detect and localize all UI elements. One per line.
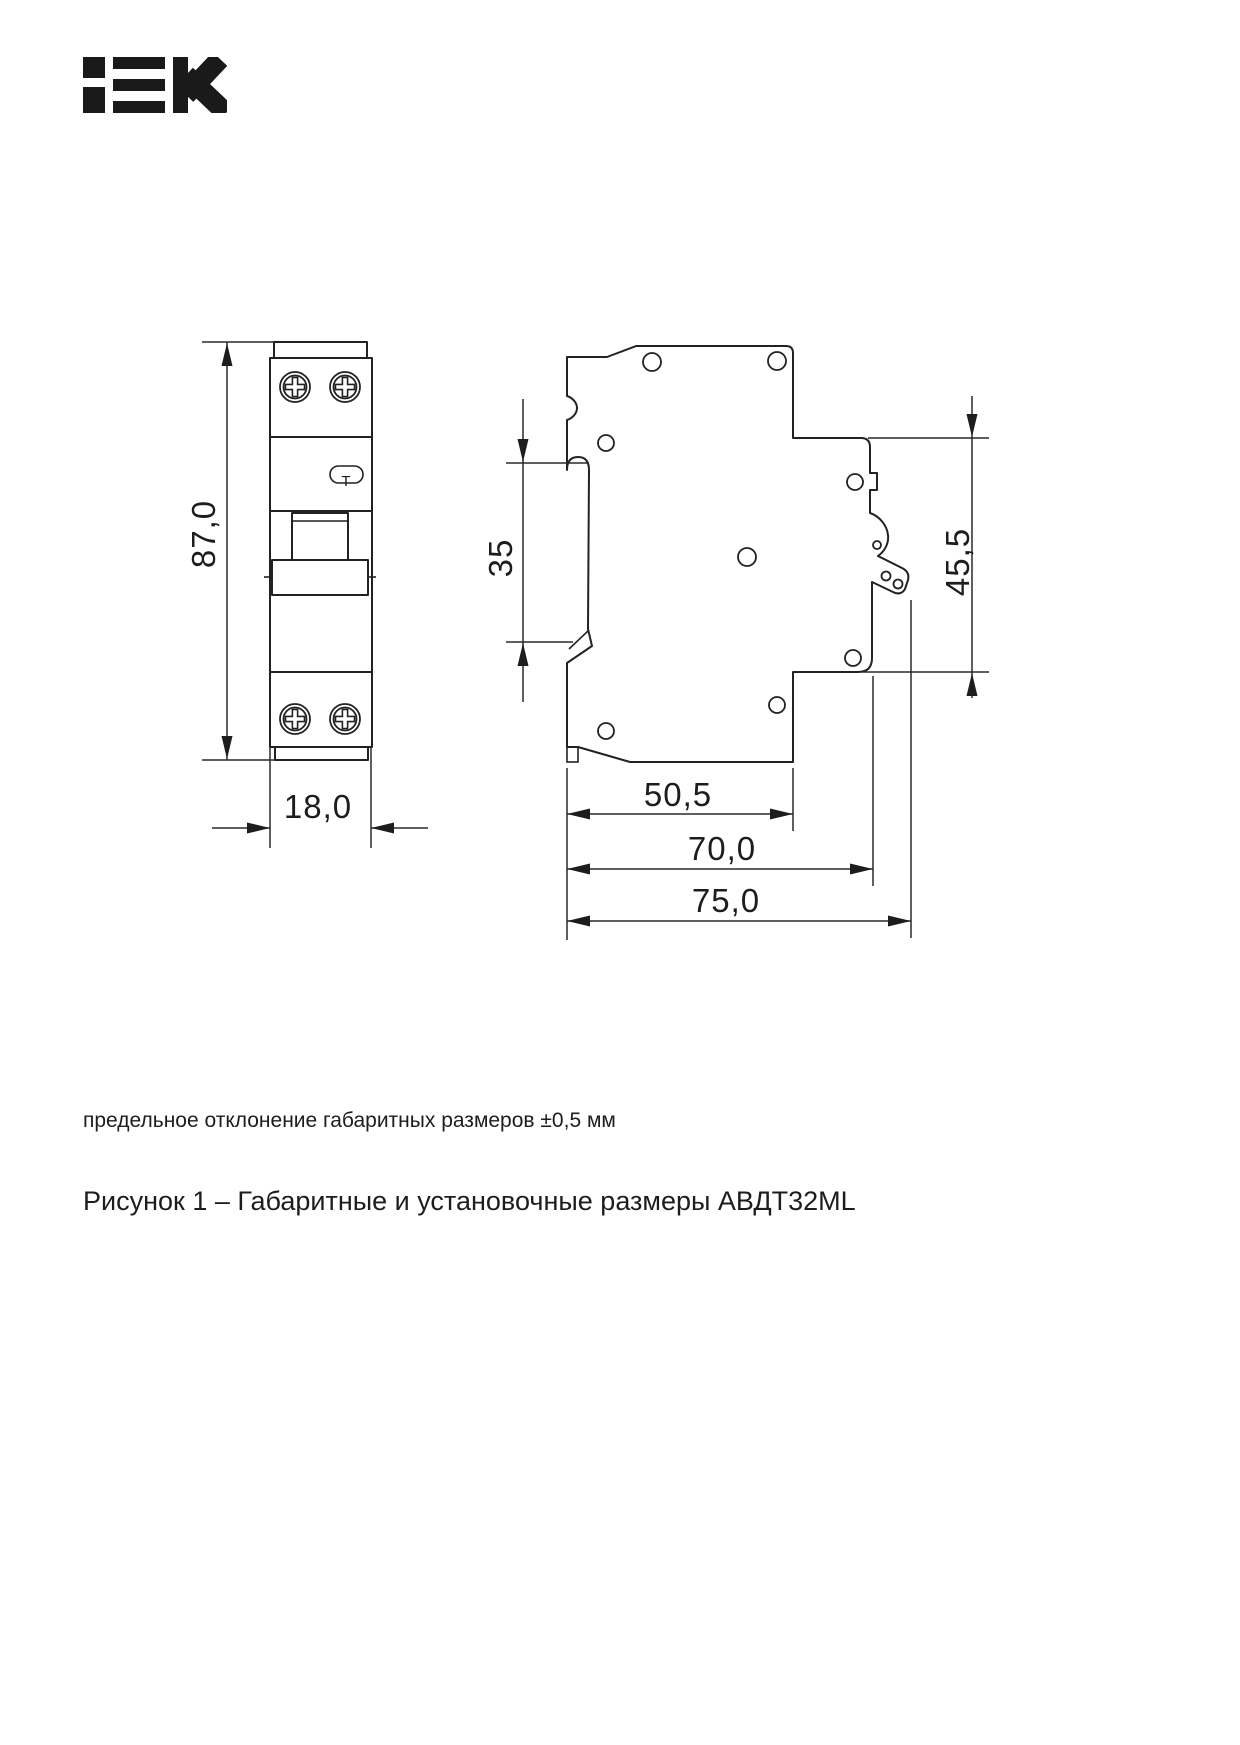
arrowhead xyxy=(770,809,793,820)
dim-value-50-5: 50,5 xyxy=(643,776,713,813)
arrowhead xyxy=(567,809,590,820)
arrowhead xyxy=(567,864,590,875)
dim-total-depth xyxy=(567,600,911,938)
rivet-hole xyxy=(598,435,614,451)
dim-front-height xyxy=(185,342,276,760)
latch-flag-hole xyxy=(882,572,891,581)
front-bottom-cap xyxy=(275,747,368,760)
toggle-handle-base xyxy=(272,560,368,595)
arrowhead xyxy=(567,916,590,927)
arrowhead xyxy=(371,823,394,834)
arrowhead xyxy=(222,343,233,366)
arrowhead xyxy=(222,736,233,759)
dim-value-87: 87,0 xyxy=(185,499,222,569)
arrowhead xyxy=(967,673,978,696)
rivet-hole xyxy=(769,697,785,713)
terminal-screw-top-right xyxy=(330,372,360,402)
front-body xyxy=(270,358,372,747)
rivet-hole xyxy=(598,723,614,739)
rivet-hole xyxy=(768,352,786,370)
dim-din-rail xyxy=(482,399,589,702)
dim-value-18: 18,0 xyxy=(283,788,353,825)
test-button-label: T xyxy=(341,473,351,490)
rivet-hole xyxy=(847,474,863,490)
dim-front-width xyxy=(212,747,428,848)
dim-overall-depth xyxy=(567,676,873,886)
dim-value-75: 75,0 xyxy=(691,882,761,919)
arrowhead xyxy=(247,823,270,834)
side-view xyxy=(567,346,908,762)
dim-value-45-5: 45,5 xyxy=(939,527,976,597)
dim-value-70: 70,0 xyxy=(687,830,757,867)
latch-flag-hole xyxy=(894,580,903,589)
din-claw-fold xyxy=(569,631,588,649)
terminal-screw-bottom-right xyxy=(330,704,360,734)
rivet-hole xyxy=(643,353,661,371)
rivet-hole xyxy=(738,548,756,566)
arrowhead xyxy=(850,864,873,875)
terminal-screw-bottom-left xyxy=(280,704,310,734)
latch-pin-hole xyxy=(873,541,881,549)
bottom-notch xyxy=(567,747,578,762)
arrowhead xyxy=(967,414,978,437)
toggle-slot xyxy=(292,513,348,560)
arrowhead xyxy=(888,916,911,927)
arrowhead xyxy=(518,643,529,666)
dim-value-35: 35 xyxy=(482,538,519,578)
front-view xyxy=(264,342,376,760)
tolerance-note: предельное отклонение габаритных размеров ±0,5 мм xyxy=(83,1109,616,1132)
rivet-hole xyxy=(845,650,861,666)
front-top-cap xyxy=(274,342,367,358)
figure-caption: Рисунок 1 – Габаритные и установочные размеры АВДТ32ML xyxy=(83,1186,856,1216)
terminal-screw-top-left xyxy=(280,372,310,402)
arrowhead xyxy=(518,439,529,462)
